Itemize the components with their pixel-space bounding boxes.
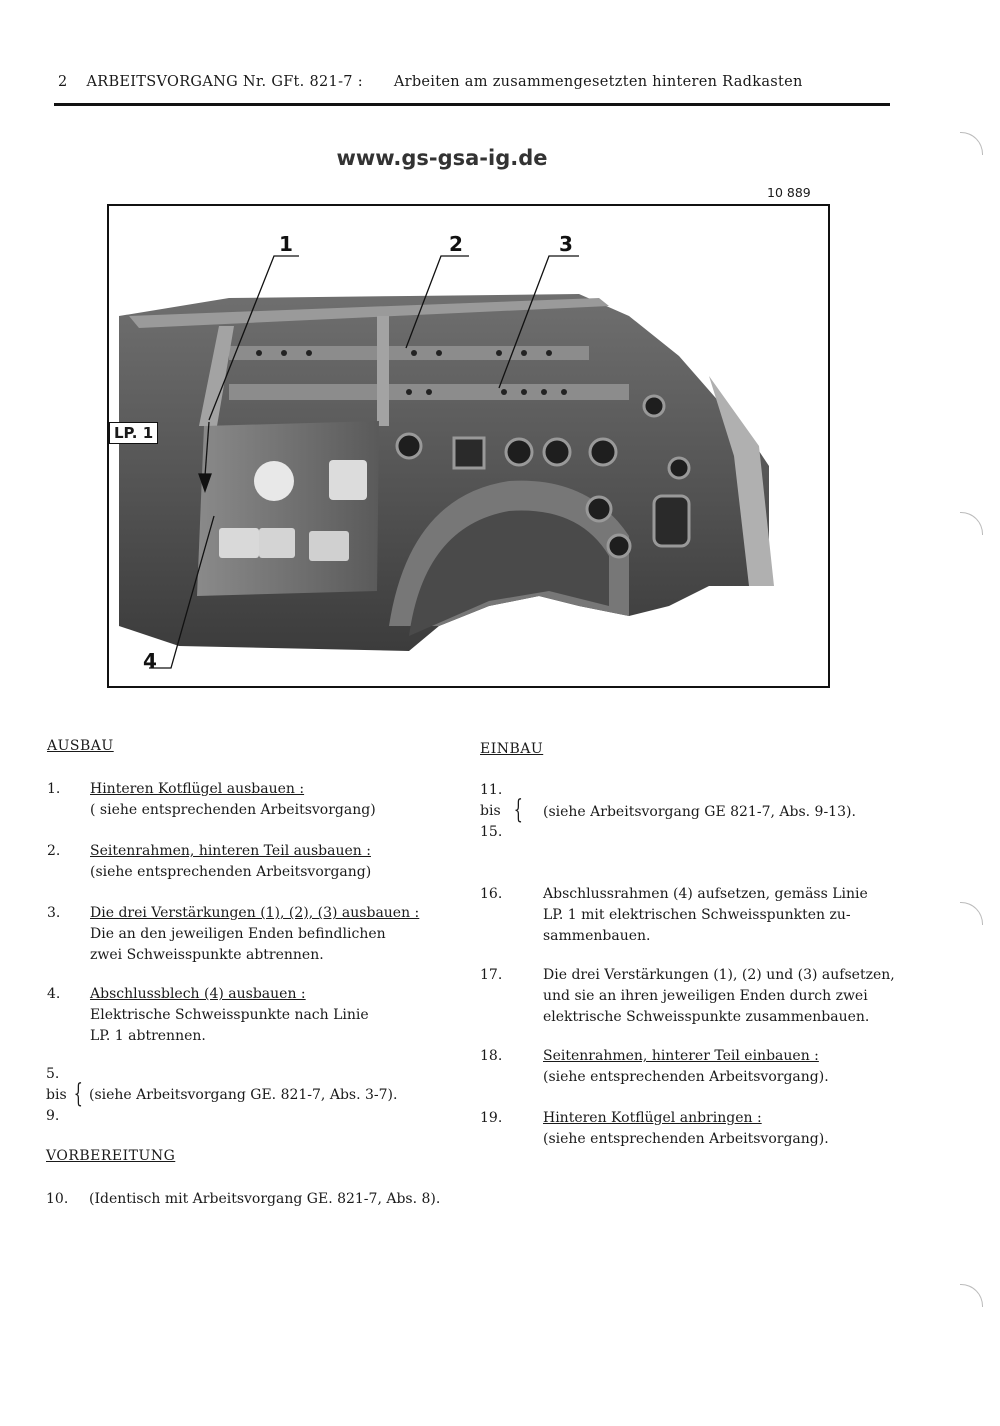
item-number: 4. [47,986,61,1002]
callout-2: 2 [449,232,463,256]
header-rule [54,103,890,106]
item-number: 18. [480,1048,503,1064]
item-number: 1. [47,781,61,797]
item-line: elektrische Schweisspunkte zusammenbauen. [543,1009,870,1025]
item-line: zwei Schweisspunkte abtrennen. [90,947,324,963]
page-title: Arbeiten am zusammengesetzten hinteren Radkasten [393,74,803,90]
item-title: Seitenrahmen, hinteren Teil ausbauen : [90,843,371,859]
range-to: 9. [46,1108,60,1124]
website-watermark: www.gs-gsa-ig.de [336,146,548,170]
item-title: Abschlussblech (4) ausbauen : [90,986,306,1002]
lp1-label: LP. 1 [109,422,158,444]
page-header [58,74,803,90]
item-line: (siehe entsprechenden Arbeitsvorgang). [543,1131,829,1147]
item-line: Die an den jeweiligen Enden befindlichen [90,926,386,942]
item-line: sammenbauen. [543,928,651,944]
einbau-range-numbers [480,780,502,843]
scan-mark [960,1284,983,1307]
callout-1: 1 [279,232,293,256]
scan-mark [960,512,983,535]
callout-3: 3 [559,232,573,256]
operation-number: ARBEITSVORGANG Nr. GFt. 821-7 : [86,74,363,90]
item-title: Hinteren Kotflügel ausbauen : [90,781,305,797]
range-from: 5. [46,1066,60,1082]
item-title: Seitenrahmen, hinterer Teil einbauen : [543,1048,819,1064]
einbau-heading: EINBAU [480,741,544,757]
range-to: 15. [480,824,503,840]
range-brace: { [513,795,523,825]
item-number: 16. [480,886,503,902]
item-number: 3. [47,905,61,921]
item-line: und sie an ihren jeweiligen Enden durch zwei [543,988,868,1004]
item-number: 10. [46,1191,69,1207]
item-title: Die drei Verstärkungen (1), (2), (3) ausbauen : [90,905,420,921]
scan-mark [960,902,983,925]
item-line: (siehe entsprechenden Arbeitsvorgang). [543,1069,829,1085]
ausbau-range-text: (siehe Arbeitsvorgang GE. 821-7, Abs. 3-7). [89,1087,398,1103]
item-number: 17. [480,967,503,983]
item-line: LP. 1 abtrennen. [90,1028,206,1044]
item-number: 2. [47,843,61,859]
scan-mark [960,132,983,155]
item-line: Abschlussrahmen (4) aufsetzen, gemäss Linie [543,886,868,902]
vorbereitung-heading: VORBEREITUNG [46,1148,176,1164]
callout-4: 4 [143,649,157,673]
car-body-illustration [109,206,828,686]
item-line: (siehe entsprechenden Arbeitsvorgang) [90,864,372,880]
item-number: 19. [480,1110,503,1126]
item-line: Elektrische Schweisspunkte nach Linie [90,1007,369,1023]
item-line: LP. 1 mit elektrischen Schweisspunkten zu- [543,907,851,923]
item-line: (Identisch mit Arbeitsvorgang GE. 821-7, Abs. 8). [89,1191,441,1207]
figure-frame [107,204,830,688]
item-title: Hinteren Kotflügel anbringen : [543,1110,762,1126]
einbau-range-text: (siehe Arbeitsvorgang GE 821-7, Abs. 9-13). [543,804,856,820]
ausbau-heading: AUSBAU [47,738,114,754]
page-number: 2 [58,74,68,90]
item-line: Die drei Verstärkungen (1), (2) und (3) aufsetzen, [543,967,895,983]
figure-number: 10 889 [767,185,811,200]
range-bis: bis [480,803,501,819]
range-from: 11. [480,782,503,798]
range-bis: bis [46,1087,67,1103]
item-line: ( siehe entsprechenden Arbeitsvorgang) [90,802,376,818]
range-brace: { [73,1079,83,1109]
ausbau-range-numbers [46,1064,67,1127]
